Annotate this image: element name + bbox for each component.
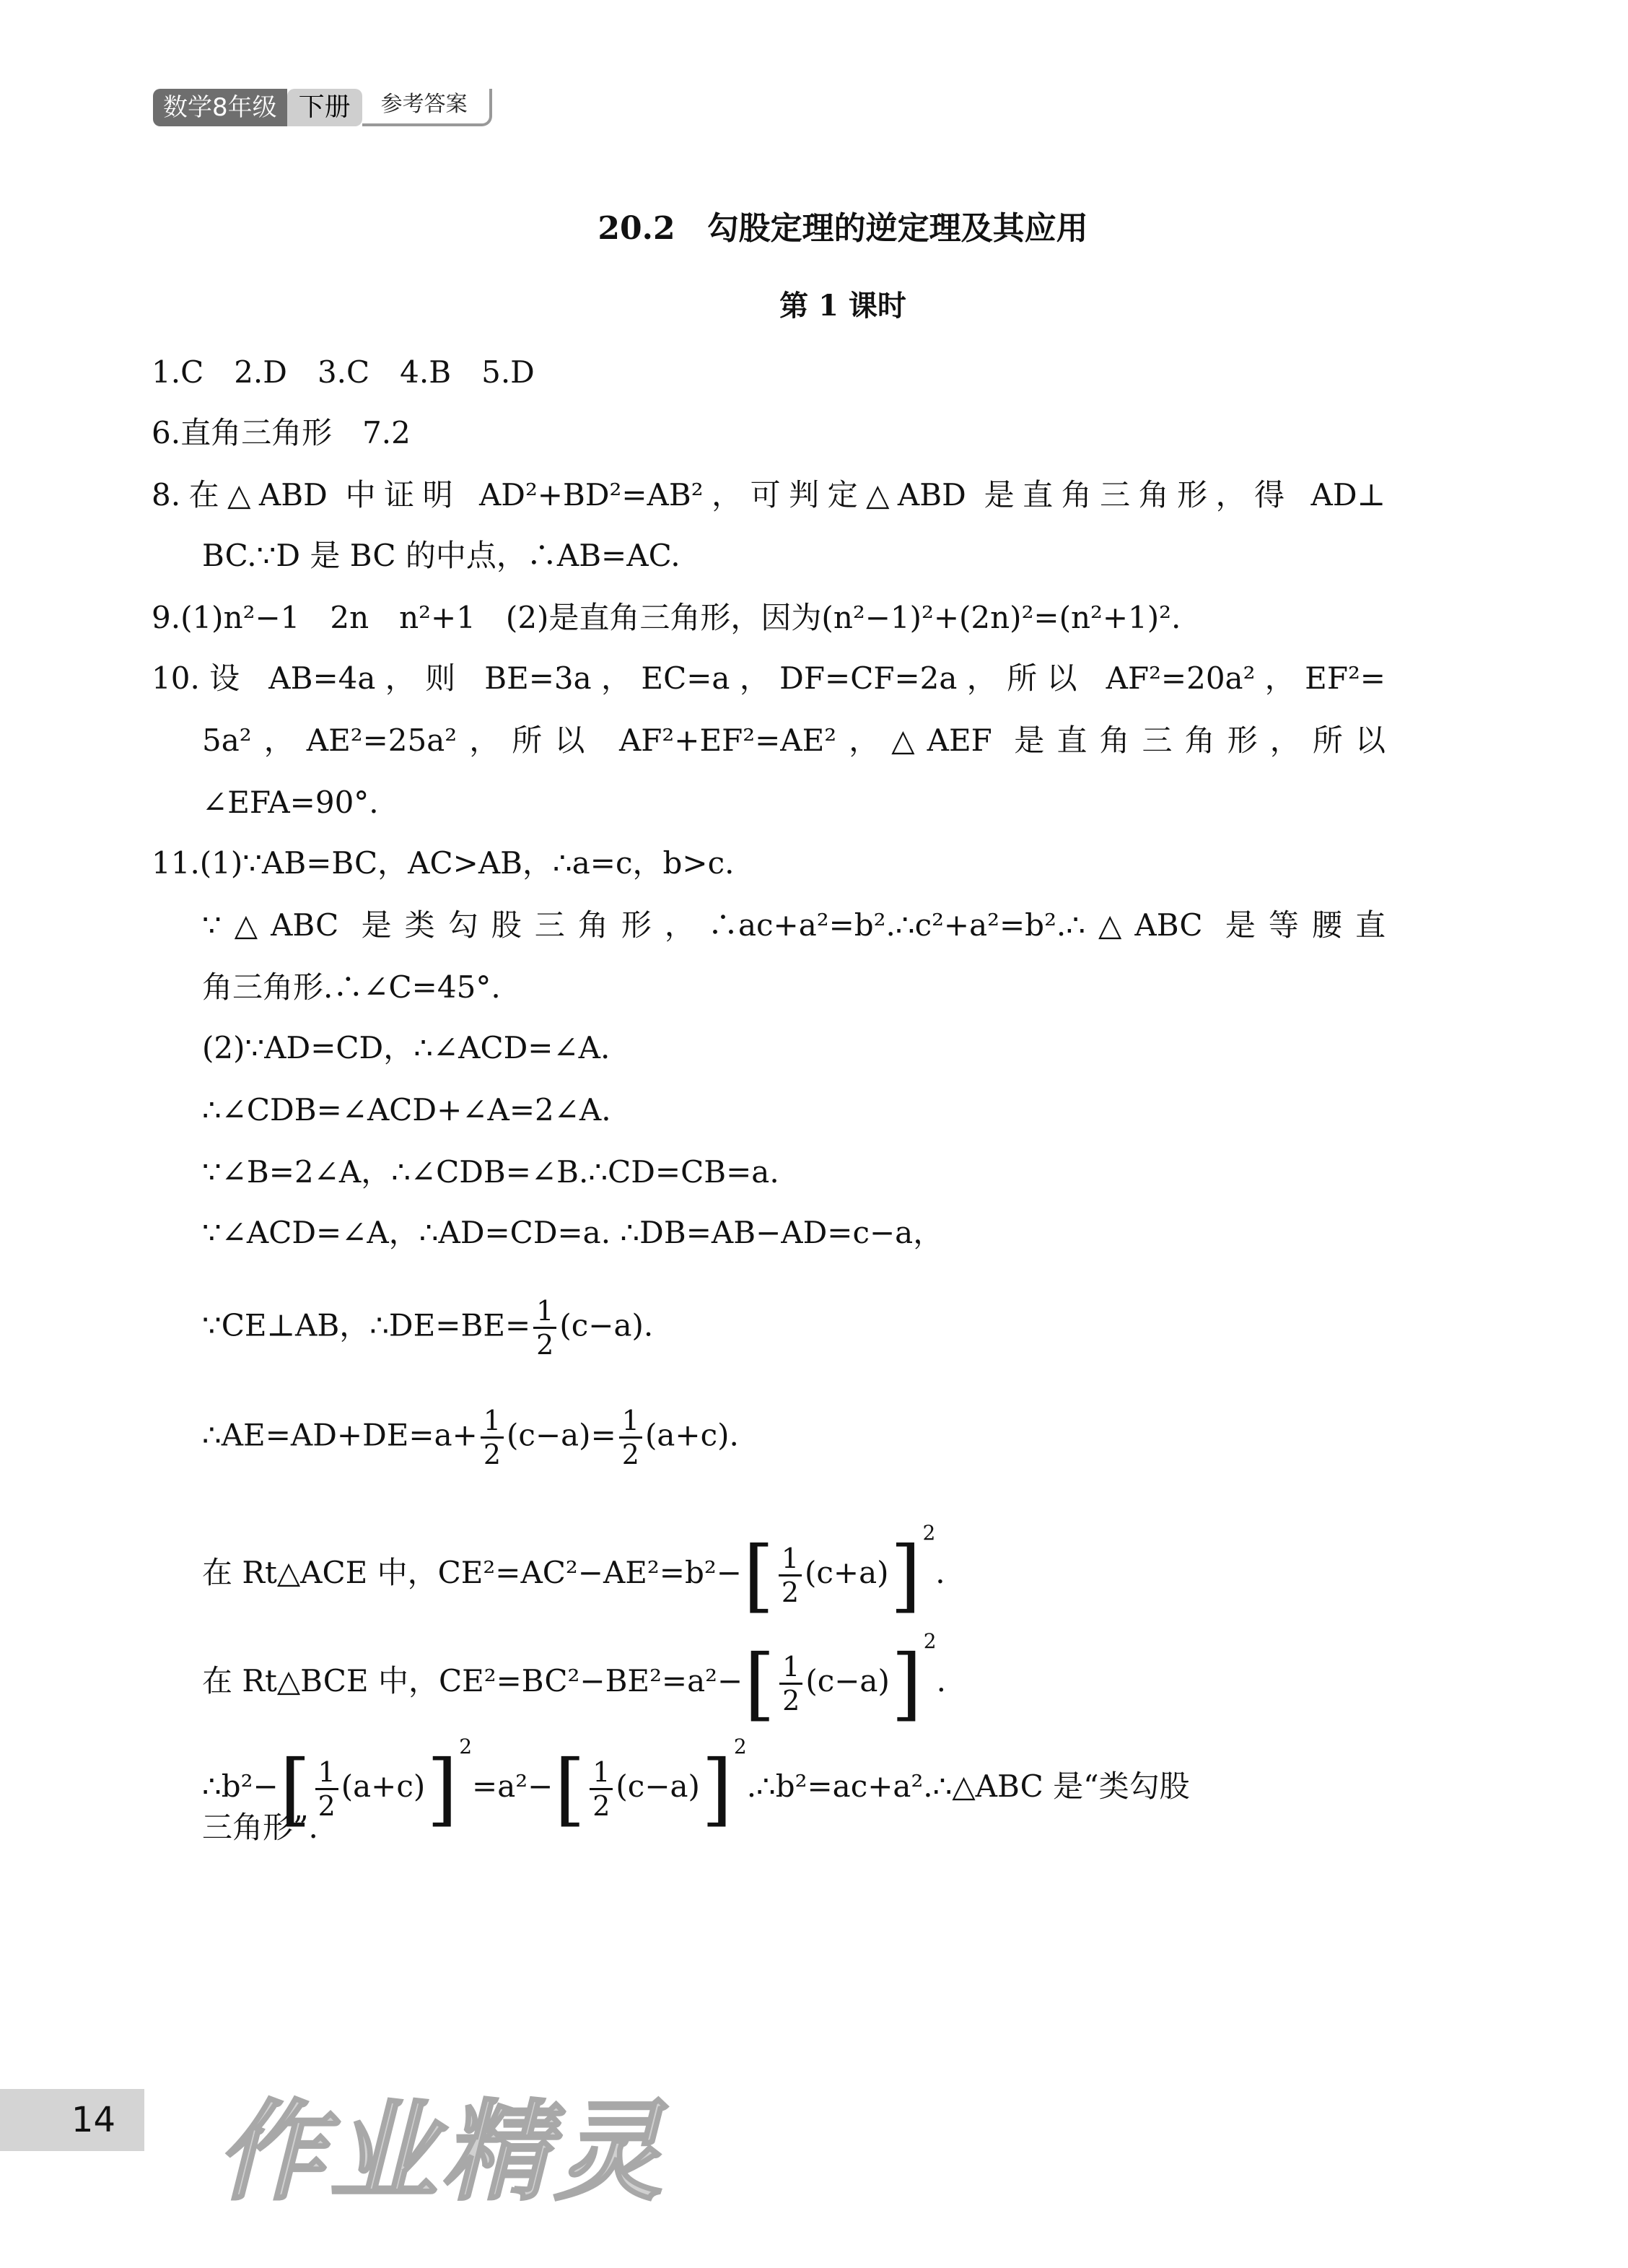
answer-8-line1: 8.在△ABD 中证明 AD²+BD²=AB²，可判定△ABD 是直角三角形，得 AD⊥ xyxy=(152,477,1386,513)
answer-11-line9 xyxy=(202,1405,739,1470)
answer-11-line13: 三角形”. xyxy=(202,1810,318,1845)
denominator: 2 xyxy=(781,1576,799,1608)
numerator: 1 xyxy=(481,1405,504,1439)
denominator: 2 xyxy=(536,1329,554,1361)
right-bracket: ] xyxy=(426,1743,458,1835)
watermark-logo: 作业精灵 xyxy=(216,2090,668,2215)
text: (c−a). xyxy=(559,1307,654,1343)
denominator: 2 xyxy=(592,1789,610,1822)
fraction-half xyxy=(619,1405,642,1470)
text: 在 Rt△BCE 中，CE²=BC²−BE²=a²− xyxy=(202,1663,743,1698)
numerator: 1 xyxy=(619,1405,642,1439)
numerator: 1 xyxy=(590,1756,613,1790)
book-header xyxy=(153,90,492,126)
fraction-half xyxy=(779,1651,802,1717)
text: =a²− xyxy=(472,1768,553,1804)
fraction-half xyxy=(481,1405,504,1470)
exponent: 2 xyxy=(923,1629,937,1653)
text: . xyxy=(935,1555,945,1590)
answer-10-line2: 5a²，AE²=25a²，所以 AF²+EF²=AE²，△AEF 是直角三角形，所以 xyxy=(202,723,1386,758)
fraction-half xyxy=(779,1543,802,1608)
right-bracket: ] xyxy=(890,1637,922,1730)
page-number: 14 xyxy=(0,2089,144,2151)
text: (c−a)= xyxy=(507,1417,616,1453)
numerator: 1 xyxy=(779,1543,802,1576)
answer-11-line2: ∵△ABC 是类勾股三角形，∴ac+a²=b².∴c²+a²=b².∴△ABC 是等腰直 xyxy=(202,907,1386,943)
text: (c−a) xyxy=(616,1768,700,1804)
left-bracket: [ xyxy=(743,1529,774,1621)
answer-9: 9.(1)n²−1 2n n²+1 (2)是直角三角形，因为(n²−1)²+(2n)²=(n²+1)². xyxy=(152,600,1181,635)
answer-11-line8 xyxy=(202,1295,653,1361)
answer-1-5: 1.C 2.D 3.C 4.B 5.D xyxy=(152,354,535,390)
text: ∴b²− xyxy=(202,1768,279,1804)
text: (c−a) xyxy=(805,1663,890,1698)
answer-11-line12 xyxy=(202,1725,1190,1835)
right-bracket: ] xyxy=(890,1529,922,1621)
answer-10-line3: ∠EFA=90°. xyxy=(202,785,379,820)
answer-10-line1: 10.设 AB=4a，则 BE=3a，EC=a，DF=CF=2a，所以 AF²=20a²，EF²= xyxy=(152,660,1386,696)
text: . xyxy=(936,1663,946,1698)
denominator: 2 xyxy=(621,1439,639,1470)
answer-11-line6: ∵∠B=2∠A，∴∠CDB=∠B.∴CD=CB=a. xyxy=(202,1154,779,1190)
left-bracket: [ xyxy=(744,1637,776,1730)
numerator: 1 xyxy=(533,1295,556,1329)
fraction-half xyxy=(533,1295,556,1361)
text: (c+a) xyxy=(805,1555,889,1590)
answer-11-line4: (2)∵AD=CD，∴∠ACD=∠A. xyxy=(202,1030,610,1065)
denominator: 2 xyxy=(318,1789,336,1822)
text: ∴AE=AD+DE=a+ xyxy=(202,1417,478,1453)
exponent: 2 xyxy=(459,1735,473,1758)
exponent: 2 xyxy=(922,1521,936,1545)
text: ∵CE⊥AB，∴DE=BE= xyxy=(202,1307,531,1343)
right-bracket: ] xyxy=(701,1743,732,1835)
fraction-half xyxy=(315,1756,338,1822)
text: .∴b²=ac+a².∴△ABC 是“类勾股 xyxy=(746,1768,1190,1804)
answer-11-line1: 11.(1)∵AB=BC，AC>AB，∴a=c，b>c. xyxy=(152,845,735,881)
lesson-title: 第 1 课时 xyxy=(779,289,906,323)
answer-6-7: 6.直角三角形 7.2 xyxy=(152,415,411,450)
answer-11-line7: ∵∠ACD=∠A，∴AD=CD=a. ∴DB=AB−AD=c−a， xyxy=(202,1215,944,1250)
left-bracket: [ xyxy=(279,1743,311,1835)
text: (a+c) xyxy=(341,1768,426,1804)
left-bracket: [ xyxy=(554,1743,586,1835)
answer-11-line10 xyxy=(202,1512,945,1621)
exponent: 2 xyxy=(733,1735,747,1758)
fraction-half xyxy=(590,1756,613,1822)
volume-label: 下册 xyxy=(287,89,362,126)
answer-11-line11 xyxy=(202,1620,946,1730)
grade-label: 数学8年级 xyxy=(153,89,287,126)
text: 在 Rt△ACE 中，CE²=AC²−AE²=b²− xyxy=(202,1555,742,1590)
section-label: 参考答案 xyxy=(362,89,492,126)
denominator: 2 xyxy=(782,1684,800,1717)
answer-11-line3: 角三角形.∴∠C=45°. xyxy=(202,969,501,1005)
text: (a+c). xyxy=(644,1417,739,1453)
answer-8-line2: BC.∵D 是 BC 的中点，∴AB=AC. xyxy=(202,538,680,573)
denominator: 2 xyxy=(483,1439,502,1470)
numerator: 1 xyxy=(779,1651,802,1685)
numerator: 1 xyxy=(315,1756,338,1790)
section-title: 20.2 勾股定理的逆定理及其应用 xyxy=(598,210,1088,247)
answer-11-line5: ∴∠CDB=∠ACD+∠A=2∠A. xyxy=(202,1092,611,1128)
